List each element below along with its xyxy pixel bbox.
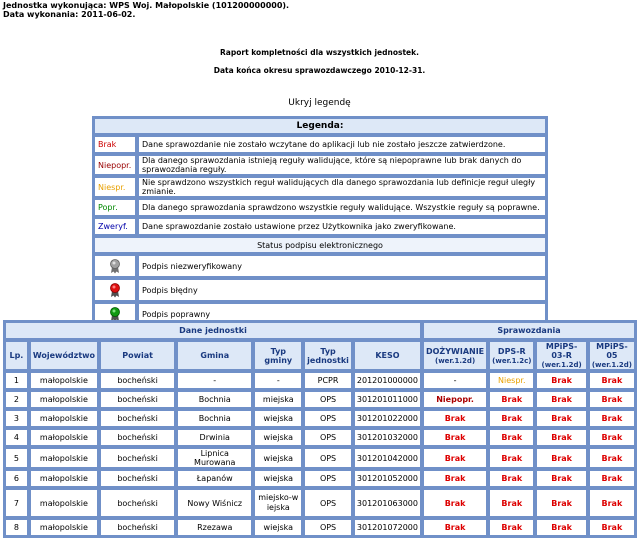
table-row xyxy=(5,448,635,468)
report-status-cell[interactable]: Niespr. xyxy=(489,372,534,389)
report-status-cell[interactable]: Brak xyxy=(589,391,635,408)
cell-voivodeship: małopolskie xyxy=(30,410,98,427)
report-status-cell[interactable]: Brak xyxy=(589,429,635,446)
cell-district: bocheński xyxy=(100,429,175,446)
cell-voivodeship: małopolskie xyxy=(30,391,98,408)
cell-commune: Rzezawa xyxy=(177,519,252,536)
cell-lp: 7 xyxy=(5,489,28,517)
col-voivodeship: Województwo xyxy=(30,341,98,370)
col-commune: Gmina xyxy=(177,341,252,370)
cell-voivodeship: małopolskie xyxy=(30,448,98,468)
report-status-cell[interactable]: Brak xyxy=(489,448,534,468)
cell-keso: 301201052000 xyxy=(354,470,421,487)
cell-unit-type: OPS xyxy=(304,429,352,446)
cell-commune: - xyxy=(177,372,252,389)
cell-unit-type: OPS xyxy=(304,519,352,536)
cell-keso: 301201022000 xyxy=(354,410,421,427)
cell-unit-type: OPS xyxy=(304,448,352,468)
cell-commune: Nowy Wiśnicz xyxy=(177,489,252,517)
cell-unit-type: OPS xyxy=(304,391,352,408)
legend-text: Dla danego sprawozdania sprawdzono wszystkie reguły walidujące. Wszystkie reguły są poprawne. xyxy=(138,199,546,216)
reports-header: Sprawozdania xyxy=(423,322,635,339)
report-status-cell: - xyxy=(423,372,487,389)
col-unit-type: Typ jednostki xyxy=(304,341,352,370)
report-status-cell[interactable]: Brak xyxy=(423,489,487,517)
legend-code: Zweryf. xyxy=(94,218,136,235)
cell-unit-type: OPS xyxy=(304,410,352,427)
cell-commune: Drwinia xyxy=(177,429,252,446)
report-status-cell[interactable]: Brak xyxy=(536,410,586,427)
cell-district: bocheński xyxy=(100,489,175,517)
col-report-dps-r[interactable] xyxy=(489,341,534,370)
report-header xyxy=(3,1,289,19)
cell-unit-type: OPS xyxy=(304,489,352,517)
gray-seal-icon xyxy=(94,255,136,277)
cell-voivodeship: małopolskie xyxy=(30,489,98,517)
report-status-cell[interactable]: Brak xyxy=(423,429,487,446)
report-name: DOŻYWIANIE xyxy=(425,346,485,356)
cell-commune: Bochnia xyxy=(177,391,252,408)
cell-district: bocheński xyxy=(100,470,175,487)
report-title: Raport kompletności dla wszystkich jednostek. xyxy=(220,48,419,57)
report-status-cell[interactable]: Brak xyxy=(536,519,586,536)
legend-text: Nie sprawdzono wszystkich reguł walidujących dla danego sprawozdania lub definicje reguł uległy zmianie. xyxy=(138,177,546,197)
report-version: (wer.1.2d) xyxy=(591,361,632,369)
cell-keso: 301201063000 xyxy=(354,489,421,517)
report-status-cell[interactable]: Niepopr. xyxy=(423,391,487,408)
cell-lp: 4 xyxy=(5,429,28,446)
table-row xyxy=(5,489,635,517)
cell-keso: 201201000000 xyxy=(354,372,421,389)
report-status-cell[interactable]: Brak xyxy=(536,489,586,517)
hide-legend-link[interactable]: Ukryj legendę xyxy=(288,98,351,108)
legend-signature-row xyxy=(94,255,546,277)
report-name: MPiPS-03-R xyxy=(545,342,578,360)
cell-voivodeship: małopolskie xyxy=(30,429,98,446)
cell-district: bocheński xyxy=(100,372,175,389)
cell-commune: Bochnia xyxy=(177,410,252,427)
cell-lp: 2 xyxy=(5,391,28,408)
cell-district: bocheński xyxy=(100,519,175,536)
executing-unit: Jednostka wykonująca: WPS Woj. Małopolskie (101200000000). xyxy=(3,1,290,10)
cell-unit-type: PCPR xyxy=(304,372,352,389)
cell-commune-type: wiejska xyxy=(254,410,302,427)
col-report-dozywianie[interactable] xyxy=(423,341,487,370)
legend-code: Niepopr. xyxy=(94,155,136,175)
report-status-cell[interactable]: Brak xyxy=(536,448,586,468)
report-status-cell[interactable]: Brak xyxy=(489,470,534,487)
cell-lp: 8 xyxy=(5,519,28,536)
col-keso: KESO xyxy=(354,341,421,370)
table-row xyxy=(5,429,635,446)
report-status-cell[interactable]: Brak xyxy=(423,470,487,487)
cell-commune-type: miejsko-wiejska xyxy=(254,489,302,517)
table-row xyxy=(5,519,635,536)
legend-row xyxy=(94,136,546,153)
completeness-table xyxy=(3,320,637,538)
cell-keso: 301201042000 xyxy=(354,448,421,468)
report-status-cell[interactable]: Brak xyxy=(423,410,487,427)
cell-lp: 3 xyxy=(5,410,28,427)
cell-voivodeship: małopolskie xyxy=(30,372,98,389)
report-status-cell[interactable]: Brak xyxy=(536,429,586,446)
cell-unit-type: OPS xyxy=(304,470,352,487)
signature-text: Podpis poprawny xyxy=(138,303,546,325)
report-status-cell[interactable]: Brak xyxy=(589,410,635,427)
legend-code: Brak xyxy=(94,136,136,153)
cell-commune-type: - xyxy=(254,372,302,389)
col-commune-type: Typ gminy xyxy=(254,341,302,370)
report-status-cell[interactable]: Brak xyxy=(536,372,586,389)
legend-code: Niespr. xyxy=(94,177,136,197)
legend-row xyxy=(94,177,546,197)
cell-voivodeship: małopolskie xyxy=(30,470,98,487)
report-status-cell[interactable]: Brak xyxy=(489,410,534,427)
cell-commune-type: wiejska xyxy=(254,429,302,446)
cell-district: bocheński xyxy=(100,391,175,408)
table-row xyxy=(5,391,635,408)
legend-text: Dane sprawozdanie nie zostało wczytane do aplikacji lub nie zostało jeszcze zatwierdzone. xyxy=(138,136,546,153)
report-status-cell[interactable]: Brak xyxy=(589,489,635,517)
cell-keso: 301201032000 xyxy=(354,429,421,446)
report-name: DPS-R xyxy=(497,346,526,356)
cell-lp: 6 xyxy=(5,470,28,487)
legend-row xyxy=(94,218,546,235)
cell-commune-type: wiejska xyxy=(254,448,302,468)
col-district: Powiat xyxy=(100,341,175,370)
signature-status-title: Status podpisu elektronicznego xyxy=(94,237,546,253)
table-body xyxy=(5,372,635,536)
report-status-cell[interactable]: Brak xyxy=(489,429,534,446)
cell-district: bocheński xyxy=(100,448,175,468)
report-status-cell[interactable]: Brak xyxy=(489,519,534,536)
red-seal-icon xyxy=(94,279,136,301)
cell-lp: 1 xyxy=(5,372,28,389)
table-row xyxy=(5,372,635,389)
cell-commune-type: miejska xyxy=(254,391,302,408)
cell-commune-type: wiejska xyxy=(254,519,302,536)
cell-lp: 5 xyxy=(5,448,28,468)
report-status-cell[interactable]: Brak xyxy=(589,470,635,487)
signature-text: Podpis błędny xyxy=(138,279,546,301)
legend-row xyxy=(94,199,546,216)
cell-keso: 301201011000 xyxy=(354,391,421,408)
report-period: Data końca okresu sprawozdawczego 2010-12-31. xyxy=(213,66,426,75)
signature-text: Podpis niezweryfikowany xyxy=(138,255,546,277)
cell-keso: 301201072000 xyxy=(354,519,421,536)
legend-text: Dla danego sprawozdania istnieją reguły walidujące, które są niepoprawne lub brak danych do sprawozdania reguły. xyxy=(138,155,546,175)
cell-commune: Lipnica Murowana xyxy=(177,448,252,468)
legend-code: Popr. xyxy=(94,199,136,216)
table-row xyxy=(5,410,635,427)
cell-commune: Łapanów xyxy=(177,470,252,487)
report-status-cell[interactable]: Brak xyxy=(489,391,534,408)
legend-row xyxy=(94,155,546,175)
col-report-mpips-05[interactable] xyxy=(589,341,635,370)
col-report-mpips-03-r[interactable] xyxy=(536,341,586,370)
legend-text: Dane sprawozdanie zostało ustawione przez Użytkownika jako zweryfikowane. xyxy=(138,218,546,235)
report-version: (wer.1.2d) xyxy=(541,361,582,369)
report-status-cell[interactable]: Brak xyxy=(423,519,487,536)
report-name: MPiPS-05 xyxy=(596,342,628,360)
cell-commune-type: wiejska xyxy=(254,470,302,487)
legend-table xyxy=(92,116,548,327)
report-status-cell[interactable]: Brak xyxy=(589,372,635,389)
report-version: (wer.1.2d) xyxy=(435,356,476,365)
report-status-cell[interactable]: Brak xyxy=(423,448,487,468)
report-version: (wer.1.2c) xyxy=(492,356,532,365)
legend-title: Legenda: xyxy=(94,118,546,134)
report-status-cell[interactable]: Brak xyxy=(589,519,635,536)
cell-voivodeship: małopolskie xyxy=(30,519,98,536)
cell-district: bocheński xyxy=(100,410,175,427)
report-status-cell[interactable]: Brak xyxy=(589,448,635,468)
col-lp: Lp. xyxy=(5,341,28,370)
unit-data-header: Dane jednostki xyxy=(5,322,421,339)
report-status-cell[interactable]: Brak xyxy=(536,391,586,408)
legend-signature-row xyxy=(94,279,546,301)
table-row xyxy=(5,470,635,487)
report-status-cell[interactable]: Brak xyxy=(489,489,534,517)
execution-date: Data wykonania: 2011-06-02. xyxy=(3,10,136,19)
report-status-cell[interactable]: Brak xyxy=(536,470,586,487)
